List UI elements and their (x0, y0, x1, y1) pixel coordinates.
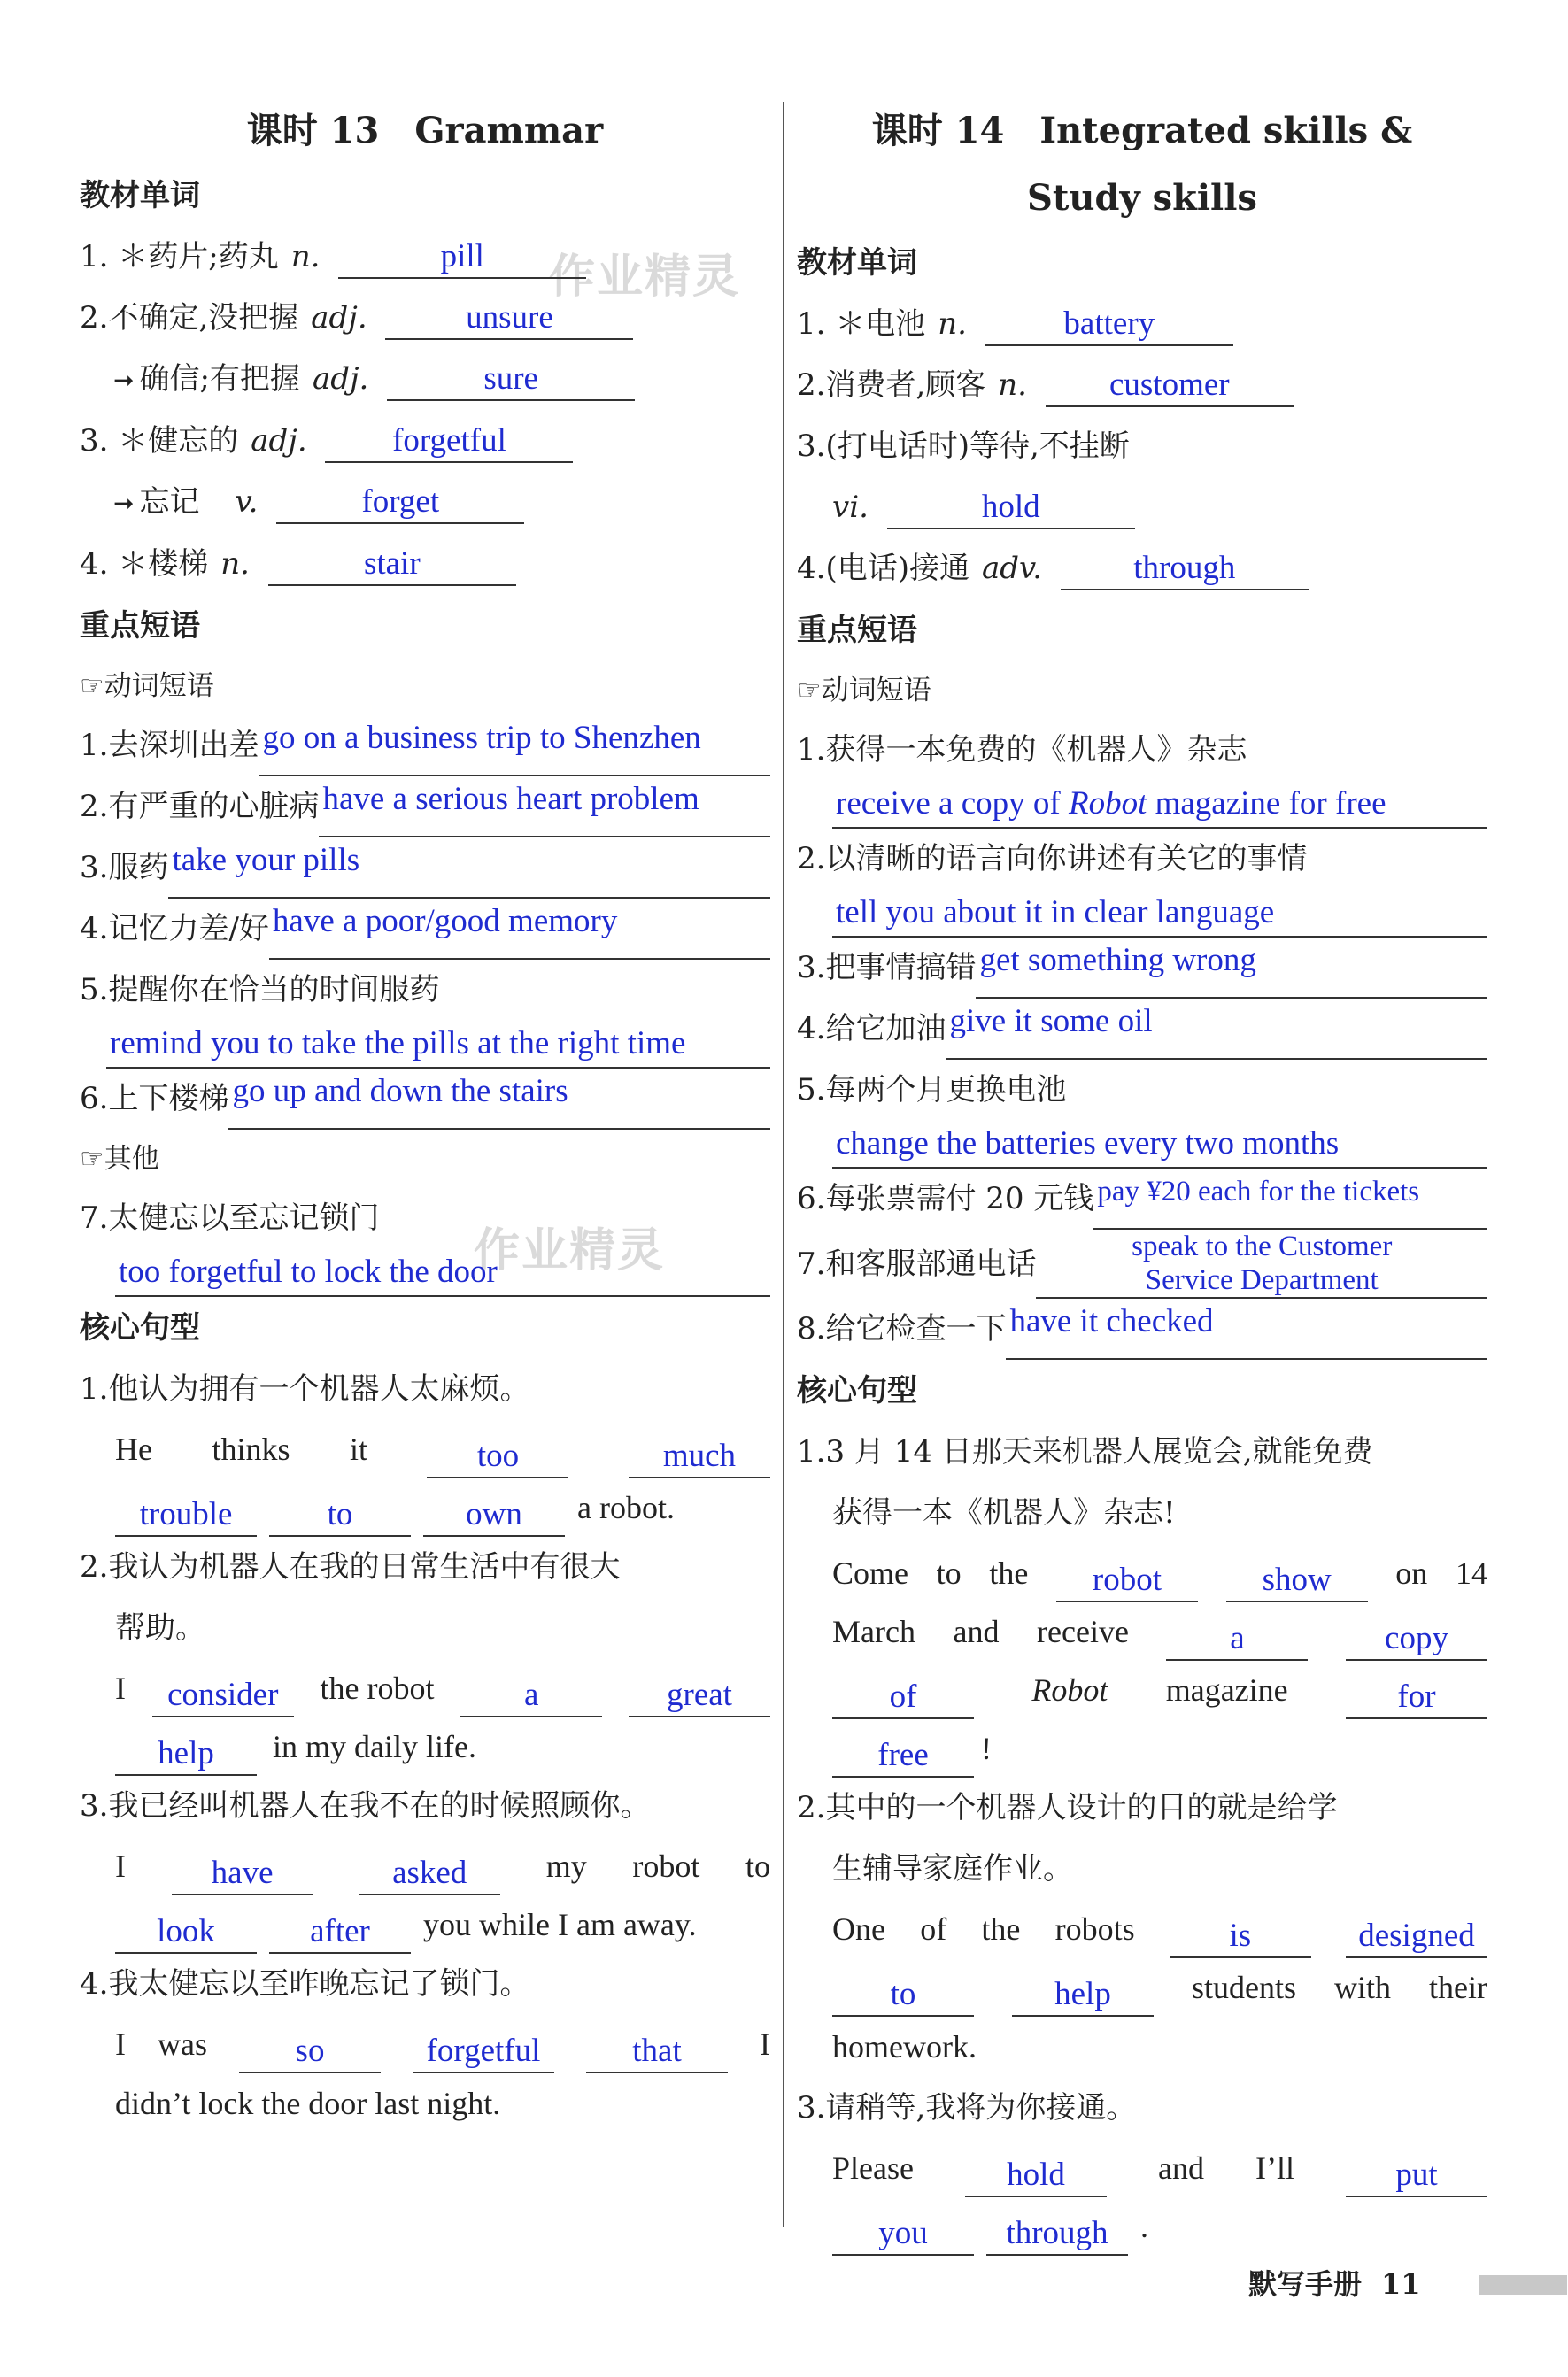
sentence-item-cont: 生辅导家庭作业。 (832, 1851, 1073, 1887)
answer-blank: trouble (115, 1494, 257, 1537)
sentence-item: 1.3 月 14 日那天来机器人展览会,就能免费 (797, 1434, 1373, 1470)
answer-blank: forgetful (325, 421, 573, 463)
section-heading-sentences: 核心句型 (80, 1310, 200, 1346)
vocab-item: 2.不确定,没把握 adj. unsure (80, 288, 770, 349)
answer-blank: through (1061, 548, 1309, 590)
sentence-answer-row: He thinks it too much (80, 1420, 770, 1478)
answer-line: get something wrong (976, 938, 1487, 999)
answer-blank: to (832, 1974, 974, 2017)
answer-blank: a (460, 1675, 602, 1717)
sentence-answer-row: One of the robots is designed (797, 1900, 1487, 1958)
answer-blank: great (629, 1675, 770, 1717)
answer-blank: forgetful (413, 2031, 554, 2073)
section-heading-vocab: 教材单词 (80, 178, 200, 213)
answer-blank: forget (276, 482, 524, 524)
answer-blank: help (115, 1733, 257, 1776)
answer-blank: much (629, 1436, 770, 1478)
sentence-item: 2.我认为机器人在我的日常生活中有很大 (80, 1549, 621, 1585)
answer-blank: have (172, 1853, 313, 1895)
answer-line: give it some oil (946, 999, 1487, 1060)
answer-line: have a poor/good memory (269, 899, 770, 960)
answer-blank: customer (1046, 365, 1294, 407)
sentence-item-cont: 获得一本《机器人》杂志! (832, 1495, 1176, 1531)
phrase-item: 5.提醒你在恰当的时间服药 (80, 972, 440, 1007)
answer-line: change the batteries every two months (832, 1121, 1487, 1169)
answer-line: have a serious heart problem (319, 776, 770, 837)
answer-blank: after (269, 1911, 411, 1954)
vocab-item: 3. ＊健忘的 adj. forgetful (80, 411, 770, 472)
phrase-item: 8. 给它检查一下 have it checked (797, 1299, 1487, 1360)
sentence-answer-row: free ! (797, 1719, 1487, 1778)
answer-blank: consider (152, 1675, 294, 1717)
vocab-item-cont: vi. hold (797, 477, 1487, 538)
phrase-answer-row (80, 1021, 770, 1069)
vocab-item: 2.消费者,顾客 n. customer (797, 355, 1487, 416)
phrase-item: 1. 去深圳出差 go on a business trip to Shenzhen (80, 715, 770, 776)
answer-blank: put (1346, 2155, 1487, 2197)
page-number: 11 (1381, 2267, 1421, 2301)
sentence-answer-row: I consider the robot a great (80, 1659, 770, 1717)
phrase-item: 7.太健忘以至忘记锁门 (80, 1200, 380, 1236)
sentence-item: 3.请稍等,我将为你接通。 (797, 2090, 1137, 2126)
section-heading-phrases: 重点短语 (80, 608, 200, 644)
sentence-answer-row: to help students with their (797, 1958, 1487, 2017)
lesson-title: 课时 14 Integrated skills & (871, 110, 1413, 151)
answer-blank: show (1226, 1560, 1368, 1602)
arrow-right-icon: ➞ (113, 366, 135, 395)
answer-line: remind you to take the pills at the right time (106, 1021, 770, 1069)
vocab-item: ➞ 忘记 v. forget (80, 472, 770, 534)
sentence-answer-row: trouble to own a robot. (80, 1478, 770, 1537)
sentence-item-cont: 帮助。 (115, 1610, 205, 1646)
answer-blank: so (239, 2031, 381, 2073)
sentence-answer-row: March and receive a copy (797, 1602, 1487, 1661)
phrase-answer-row (797, 1121, 1487, 1169)
section-heading-vocab: 教材单词 (797, 245, 917, 281)
answer-blank: unsure (385, 297, 633, 340)
vocab-item: 4. ＊楼梯 n. stair (80, 534, 770, 595)
sentence-item: 3.我已经叫机器人在我不在的时候照顾你。 (80, 1788, 651, 1824)
subheading-other: ☞其他 (80, 1143, 159, 1175)
answer-blank: pill (338, 236, 586, 279)
answer-line: have it checked (1006, 1299, 1487, 1360)
answer-line: too forgetful to lock the door (115, 1249, 770, 1297)
vocab-item: 1. ＊电池 n. battery (797, 294, 1487, 355)
answer-blank: battery (985, 304, 1233, 346)
answer-blank: robot (1056, 1560, 1198, 1602)
sentence-answer-row: of Robot magazine for (797, 1661, 1487, 1719)
phrase-item: 3. 服药 take your pills (80, 837, 770, 899)
answer-blank: a (1166, 1618, 1308, 1661)
answer-blank: through (986, 2213, 1128, 2256)
phrase-item: 4. 给它加油 give it some oil (797, 999, 1487, 1060)
phrase-item: 6. 每张票需付 20 元钱 pay ¥20 each for the tickets (797, 1169, 1487, 1230)
answer-blank: copy (1346, 1618, 1487, 1661)
sentence-answer-row: I was so forgetful that I (80, 2015, 770, 2073)
answer-blank: too (427, 1436, 568, 1478)
phrase-item: 3. 把事情搞错 get something wrong (797, 938, 1487, 999)
answer-blank: for (1346, 1677, 1487, 1719)
answer-blank: to (269, 1494, 411, 1537)
answer-line: speak to the Customer Service Department (1036, 1230, 1487, 1299)
sentence-answer-row: Please hold and I’ll put (797, 2139, 1487, 2197)
answer-blank: of (832, 1677, 974, 1719)
lesson-13-column (80, 97, 770, 2134)
answer-line: tell you about it in clear language (832, 890, 1487, 938)
phrase-item: 7. 和客服部通电话 speak to the Customer Service Department (797, 1230, 1487, 1299)
phrase-answer-row (80, 1249, 770, 1297)
phrase-item: 1.获得一本免费的《机器人》杂志 (797, 732, 1247, 768)
subheading-verb-phrases: ☞动词短语 (80, 670, 214, 702)
section-heading-sentences: 核心句型 (797, 1373, 917, 1408)
vocab-item: ➞ 确信;有把握 adj. sure (80, 349, 770, 411)
answer-blank: stair (268, 544, 516, 586)
answer-line: pay ¥20 each for the tickets (1093, 1169, 1487, 1230)
column-divider (783, 102, 784, 2227)
answer-line: receive a copy of Robot magazine for free (832, 781, 1487, 829)
vocab-item: 3.(打电话时)等待,不挂断 (797, 428, 1130, 464)
sentence-item: 4.我太健忘以至昨晚忘记了锁门。 (80, 1966, 530, 2002)
sentence-answer-row: you through . (797, 2197, 1487, 2256)
phrase-item: 2.以清晰的语言向你讲述有关它的事情 (797, 841, 1308, 876)
section-heading-phrases: 重点短语 (797, 613, 917, 648)
sentence-answer-row: look after you while I am away. (80, 1895, 770, 1954)
answer-blank: sure (387, 359, 635, 401)
vocab-item: 4.(电话)接通 adv. through (797, 538, 1487, 599)
answer-blank: help (1012, 1974, 1154, 2017)
book-label: 默写手册 (1248, 2267, 1363, 2301)
answer-line: go on a business trip to Shenzhen (259, 715, 770, 776)
answer-line: go up and down the stairs (228, 1069, 770, 1130)
sentence-answer-row: help in my daily life. (80, 1717, 770, 1776)
vocab-item: 1. ＊药片;药丸 n. pill (80, 227, 770, 288)
sentence-tail: homework. (832, 2029, 977, 2064)
watermark: 作业精灵 (474, 1224, 666, 1277)
phrase-item: 5.每两个月更换电池 (797, 1072, 1067, 1107)
sentence-item: 1.他认为拥有一个机器人太麻烦。 (80, 1371, 530, 1407)
lesson-14-column (797, 97, 1487, 2256)
answer-blank: hold (887, 487, 1135, 529)
sentence-item: 2.其中的一个机器人设计的目的就是给学 (797, 1790, 1338, 1825)
answer-blank: is (1170, 1916, 1311, 1958)
answer-blank: asked (359, 1853, 500, 1895)
page-footer (1248, 2262, 1421, 2303)
arrow-right-icon: ➞ (113, 489, 135, 518)
phrase-item: 2. 有严重的心脏病 have a serious heart problem (80, 776, 770, 837)
sentence-answer-row: Come to the robot show on 14 (797, 1544, 1487, 1602)
answer-blank: you (832, 2213, 974, 2256)
phrase-item: 6. 上下楼梯 go up and down the stairs (80, 1069, 770, 1130)
answer-blank: look (115, 1911, 257, 1954)
watermark: 作业精灵 (549, 251, 741, 304)
answer-line: take your pills (168, 837, 770, 899)
sentence-answer-row: I have asked my robot to (80, 1837, 770, 1895)
footer-bar (1479, 2275, 1567, 2295)
answer-blank: that (586, 2031, 728, 2073)
phrase-answer-row (797, 890, 1487, 938)
phrase-item: 4. 记忆力差/好 have a poor/good memory (80, 899, 770, 960)
lesson-title-cont: Study skills (1027, 177, 1257, 219)
answer-blank: hold (965, 2155, 1107, 2197)
answer-blank: designed (1346, 1916, 1487, 1958)
sentence-tail: didn’t lock the door last night. (115, 2086, 501, 2121)
lesson-title: 课时 13 Grammar (246, 110, 604, 151)
answer-blank: own (423, 1494, 565, 1537)
answer-blank: free (832, 1735, 974, 1778)
subheading-verb-phrases: ☞动词短语 (797, 675, 931, 706)
phrase-answer-row (797, 781, 1487, 829)
